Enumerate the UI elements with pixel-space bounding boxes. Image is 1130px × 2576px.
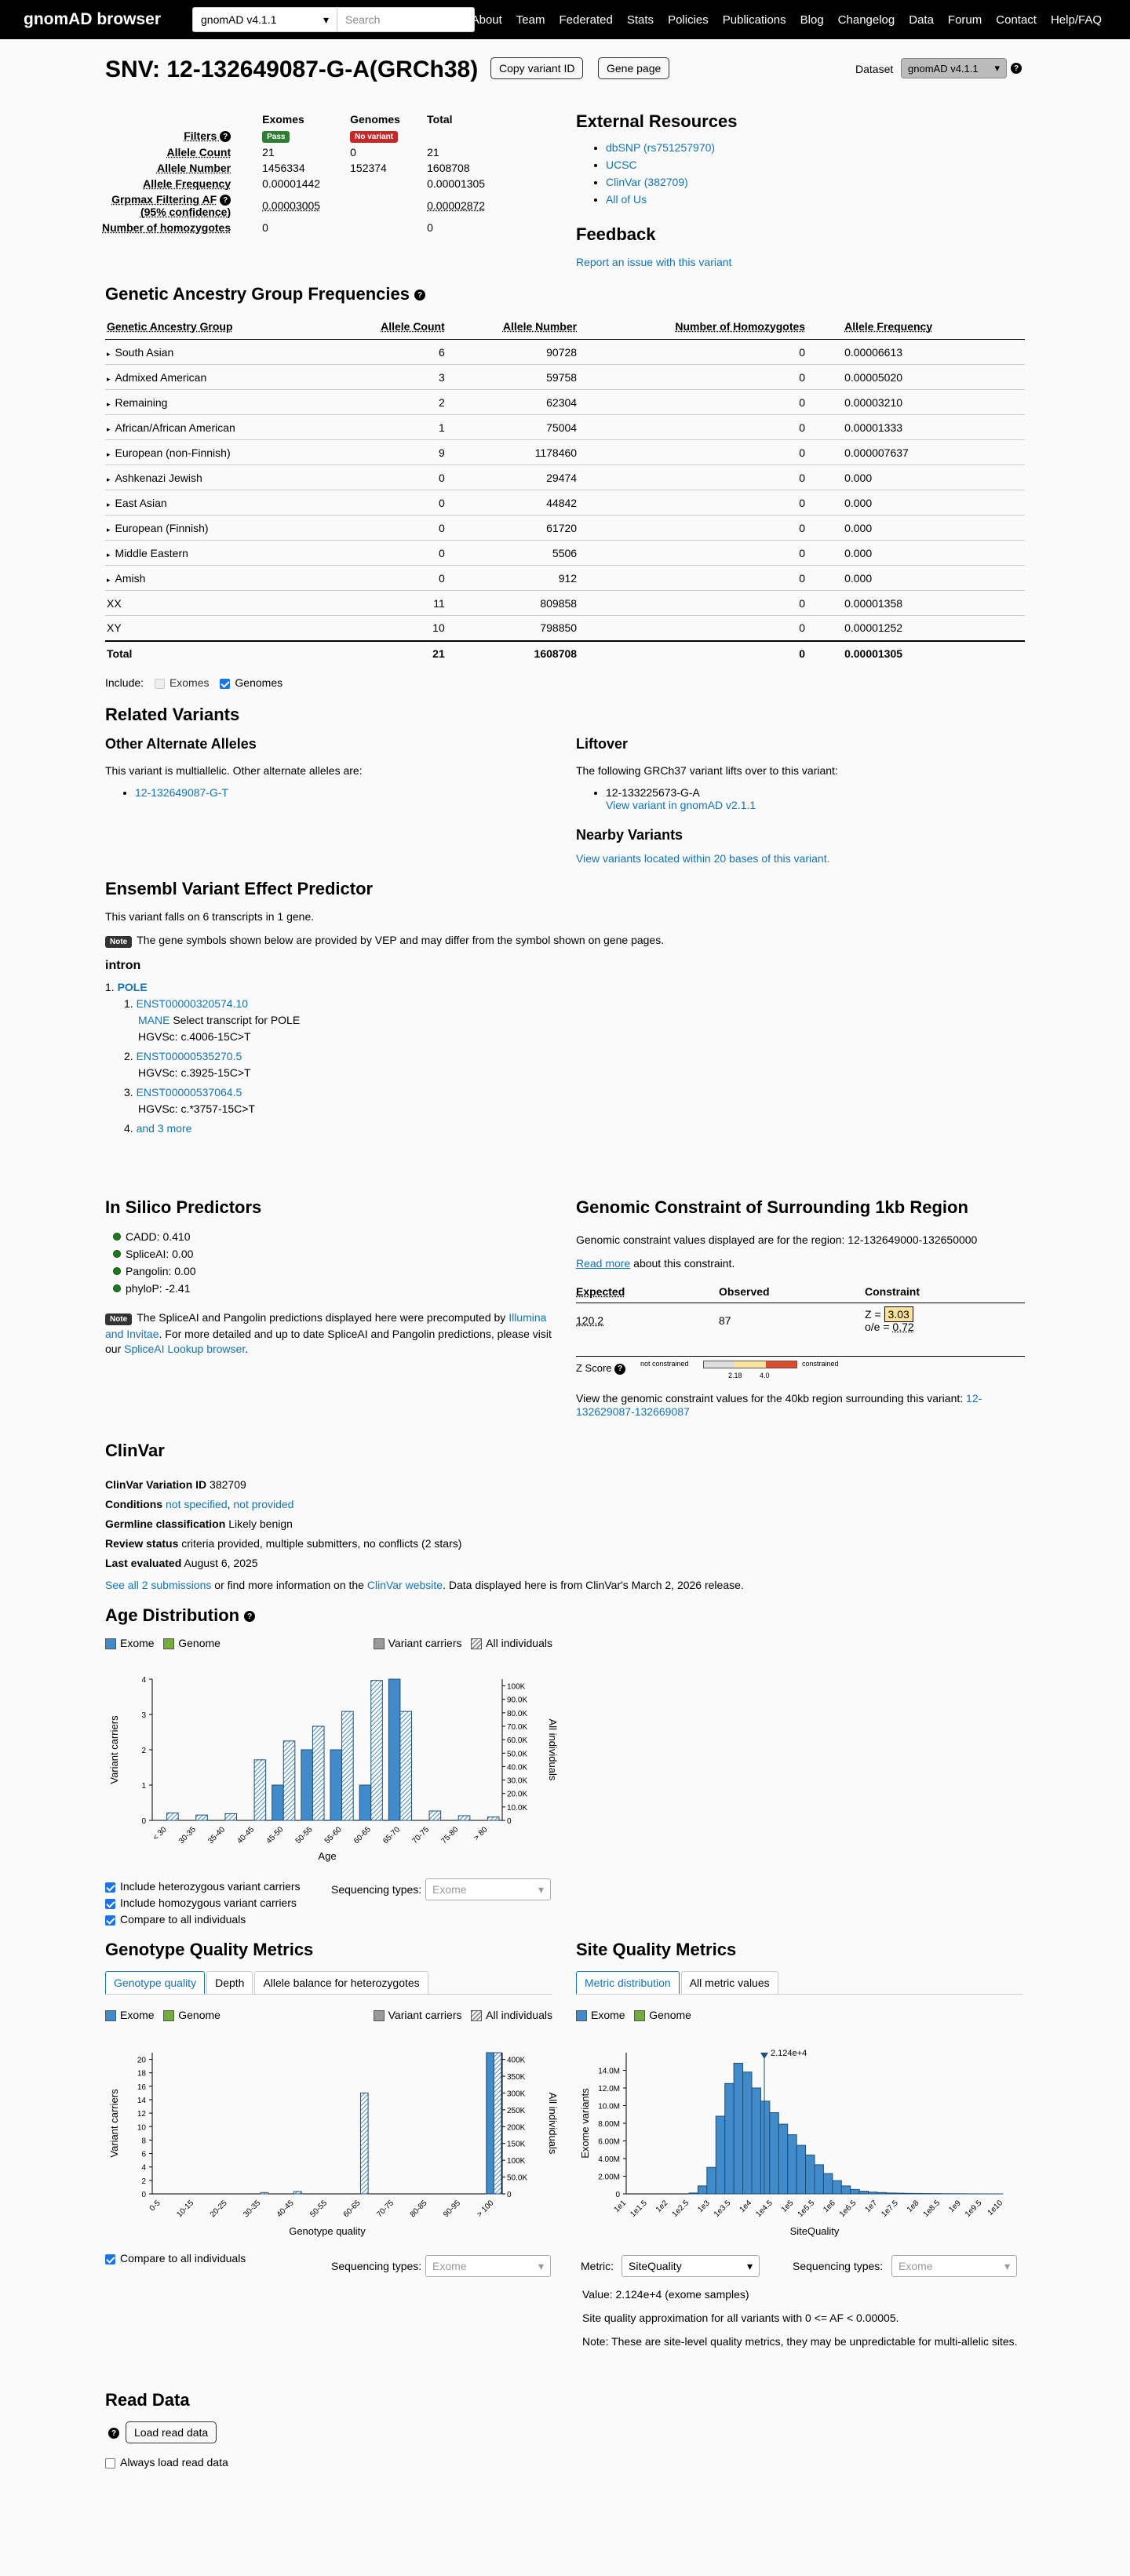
histogram-bar <box>841 2186 850 2194</box>
x-tick-label: < 30 <box>151 1825 169 1843</box>
chevron-right-icon: ▸ <box>107 450 111 458</box>
liftover-text: The following GRCh37 variant lifts over to this variant: <box>576 764 838 777</box>
y2-tick-label: 80.0K <box>507 1709 528 1718</box>
y-tick-label: 20 <box>137 2056 146 2065</box>
vep-title: Ensembl Variant Effect Predictor <box>105 879 374 898</box>
ancestry-title: Genetic Ancestry Group Frequencies ? <box>105 284 425 304</box>
histogram-bar <box>734 2064 742 2195</box>
nav-link[interactable]: Publications <box>722 13 786 27</box>
freq-row: Grpmax Filtering AF ? (95% confidence) 0.00003005 0.00002872 <box>111 193 486 219</box>
in-silico-title: In Silico Predictors <box>105 1197 262 1217</box>
in-silico-note: Note The SpliceAI and Pangolin predictions displayed here were precomputed by Illumina and Invitae. For more detailed and up to date SpliceAI and Pangolin predictions, please visit our SpliceAI Lookup browser. <box>105 1311 552 1355</box>
y2-tick-label: 30.0K <box>507 1776 528 1786</box>
marker-label: 2.124e+4 <box>771 2049 807 2058</box>
clinvar-title: ClinVar <box>105 1441 165 1460</box>
y2-tick-label: 20.0K <box>507 1790 528 1799</box>
x-tick-label: 60-65 <box>352 1825 373 1846</box>
y-tick-label: 18 <box>137 2069 146 2079</box>
feedback-title: Feedback <box>576 224 656 244</box>
y-axis-label: Variant carriers <box>108 1715 120 1784</box>
x-tick-label: 90-95 <box>442 2199 463 2220</box>
x-tick-label: 1e10 <box>986 2199 1005 2217</box>
constraint-title: Genomic Constraint of Surrounding 1kb Region <box>576 1197 968 1217</box>
exomes-checkbox[interactable] <box>155 679 165 689</box>
nav-link[interactable]: Contact <box>996 13 1037 27</box>
dataset-dropdown[interactable]: gnomAD v4.1.1 ▾ <box>901 58 1007 78</box>
x-tick-label: 1e4.5 <box>754 2199 775 2219</box>
external-links <box>576 141 890 210</box>
y-tick-label: 14.0M <box>598 2067 620 2076</box>
gq-title: Genotype Quality Metrics <box>105 1940 314 1959</box>
ancestry-table <box>105 314 1025 666</box>
table-row[interactable]: ▸ Ashkenazi Jewish 0 29474 0 0.000 <box>105 465 1025 490</box>
bar-all-individuals <box>294 2192 302 2194</box>
in-silico-list <box>105 1230 196 1299</box>
y-axis-label: Variant carriers <box>108 2089 120 2158</box>
y-tick-label: 16 <box>137 2082 146 2092</box>
x-tick-label: 1e2 <box>654 2199 670 2214</box>
nearby-link[interactable]: View variants located within 20 bases of this variant. <box>576 852 830 865</box>
bar-carriers <box>487 2053 494 2194</box>
compare-checkbox[interactable] <box>105 1915 115 1926</box>
liftover-link[interactable]: View variant in gnomAD v2.1.1 <box>606 799 756 811</box>
histogram-bar <box>743 2072 752 2194</box>
external-link[interactable]: UCSC <box>606 158 637 171</box>
table-row[interactable]: ▸ South Asian 6 90728 0 0.00006613 <box>105 340 1025 365</box>
bar-all-individuals <box>283 1741 295 1820</box>
dataset-label: Dataset <box>855 63 894 75</box>
bar-carriers <box>388 1679 400 1820</box>
x-tick-label: 45-50 <box>264 1825 286 1846</box>
metric-select[interactable]: SiteQuality ▾ <box>622 2255 760 2277</box>
x-tick-label: 30-35 <box>177 1825 198 1846</box>
column-header[interactable]: Allele Number <box>447 314 578 340</box>
age-legend: Exome Genome Variant carriers All individuals <box>105 1637 552 1649</box>
x-tick-label: 35-40 <box>206 1825 228 1846</box>
bar-all-individuals <box>167 1813 179 1820</box>
histogram-bar <box>859 2192 868 2194</box>
table-row[interactable]: ▸ European (non-Finnish) 9 1178460 0 0.000007637 <box>105 440 1025 465</box>
histogram-bar <box>698 2186 706 2194</box>
sq-note: Note: These are site-level quality metrics, they may be unpredictable for multi-allelic sites. <box>582 2335 1018 2348</box>
column-header[interactable]: Allele Frequency <box>807 314 1025 340</box>
y-tick-label: 2.00M <box>598 2173 620 2182</box>
chevron-right-icon: ▸ <box>107 424 111 433</box>
y2-tick-label: 150K <box>507 2140 526 2149</box>
y2-tick-label: 350K <box>507 2073 526 2082</box>
sq-value: Value: 2.124e+4 (exome samples) <box>582 2288 749 2301</box>
y2-tick-label: 10.0K <box>507 1803 528 1813</box>
external-resources-title: External Resources <box>576 111 738 131</box>
tab[interactable]: Depth <box>206 1971 253 1994</box>
y2-tick-label: 0 <box>507 2191 512 2199</box>
chevron-right-icon: ▸ <box>107 349 111 358</box>
age-distribution-chart <box>105 1663 560 1867</box>
y-tick-label: 12.0M <box>598 2085 620 2093</box>
x-axis-label: Genotype quality <box>289 2225 366 2237</box>
external-link[interactable]: dbSNP (rs751257970) <box>606 141 716 154</box>
y2-tick-label: 40.0K <box>507 1763 528 1773</box>
top-nav <box>0 0 1130 39</box>
nav-link[interactable]: Data <box>909 13 934 27</box>
x-tick-label: 20-25 <box>208 2199 229 2220</box>
x-axis-label: Age <box>318 1850 337 1862</box>
x-axis-label: SiteQuality <box>789 2225 840 2237</box>
load-read-data-button[interactable]: Load read data <box>126 2421 217 2443</box>
other-allele-link[interactable]: 12-132649087-G-T <box>135 786 229 799</box>
list-item: 3. ENST00000537064.5 HGVSc: c.*3757-15C>T <box>124 1086 256 1115</box>
gq-tabs <box>105 1971 552 1995</box>
bar-all-individuals <box>429 1811 441 1820</box>
table-row: Total 21 1608708 0 0.00001305 <box>105 641 1025 666</box>
brand-logo[interactable]: gnomAD browser <box>24 10 162 28</box>
x-tick-label: 1e5.5 <box>796 2199 817 2219</box>
x-tick-label: 1e3.5 <box>712 2199 733 2219</box>
x-tick-label: 1e4 <box>738 2199 754 2214</box>
bar-carriers <box>272 1785 284 1820</box>
chevron-right-icon: ▸ <box>107 500 111 508</box>
constraint-40kb: View the genomic constraint values for the 40kb region surrounding this variant: 12-132629087-132669087 <box>576 1392 982 1418</box>
histogram-bar <box>796 2145 805 2194</box>
clinvar-details: ClinVar Variation ID 382709 Conditions not specified, not provided Germline classification Likely benign Review status criteria provided, multiple submitters, no conflicts (2 stars) Last evaluated August 6, 2025 <box>105 1478 462 1569</box>
genotype-quality-chart <box>105 2037 560 2241</box>
het-checkbox[interactable] <box>105 1882 115 1893</box>
external-link[interactable]: ClinVar (382709) <box>606 176 688 188</box>
nav-link[interactable]: Federated <box>559 13 613 27</box>
table-row[interactable]: ▸ European (Finnish) 0 61720 0 0.000 <box>105 516 1025 541</box>
x-tick-label: 1e6 <box>822 2199 837 2214</box>
y-tick-label: 8 <box>141 2137 146 2146</box>
freq-row: Allele Count 21 0 21 <box>166 146 439 158</box>
x-tick-label: 30-35 <box>242 2199 263 2220</box>
sq-title: Site Quality Metrics <box>576 1940 737 1959</box>
y2-tick-label: 0 <box>507 1817 512 1826</box>
nav-link[interactable]: About <box>471 13 502 27</box>
y2-axis-label: All individuals <box>547 1718 559 1781</box>
histogram-bar <box>752 2088 760 2194</box>
gene-page-button[interactable]: Gene page <box>598 57 669 79</box>
dataset-selector[interactable]: gnomAD v4.1.1 ▾ <box>192 7 337 32</box>
histogram-bar <box>869 2192 877 2194</box>
related-variants-title: Related Variants <box>105 705 240 724</box>
x-tick-label: 70-75 <box>375 2199 396 2220</box>
column-header[interactable]: Number of Homozygotes <box>578 314 807 340</box>
y-tick-label: 4 <box>141 2163 146 2173</box>
y-tick-label: 0 <box>615 2191 620 2199</box>
y2-tick-label: 70.0K <box>507 1723 528 1732</box>
histogram-bar <box>823 2173 832 2194</box>
consequence-title: intron <box>105 959 141 972</box>
table-row[interactable]: ▸ East Asian 0 44842 0 0.000 <box>105 490 1025 516</box>
histogram-bar <box>760 2101 769 2194</box>
clinvar-footer: See all 2 submissions or find more information on the ClinVar website. Data displayed here is from ClinVar's March 2, 2026 release. <box>105 1579 744 1591</box>
table-row: XY 10 798850 0 0.00001252 <box>105 616 1025 641</box>
report-issue-link[interactable]: Report an issue with this variant <box>576 256 732 268</box>
x-tick-label: 1e2.5 <box>670 2199 691 2219</box>
y2-axis-label: All individuals <box>547 2092 559 2155</box>
x-tick-label: 1e8.5 <box>921 2199 942 2219</box>
hom-checkbox[interactable] <box>105 1899 115 1909</box>
chevron-right-icon: ▸ <box>107 475 111 483</box>
y-tick-label: 10 <box>137 2123 146 2133</box>
x-tick-label: 55-60 <box>323 1825 344 1846</box>
histogram-bar <box>716 2116 724 2194</box>
x-tick-label: 10-15 <box>175 2199 196 2220</box>
nav-link[interactable]: Team <box>516 13 545 27</box>
bar-all-individuals <box>360 2093 368 2194</box>
y2-tick-label: 250K <box>507 2106 526 2115</box>
x-tick-label: 60-65 <box>341 2199 363 2220</box>
more-transcripts-link[interactable]: and 3 more <box>136 1122 192 1135</box>
genomes-checkbox[interactable] <box>220 679 230 689</box>
copy-variant-id-button[interactable]: Copy variant ID <box>490 57 583 79</box>
sq-legend: Exome Genome <box>576 2009 691 2021</box>
predictor-item: Pangolin: 0.00 <box>105 1265 196 1277</box>
y-tick-label: 0 <box>141 2191 146 2199</box>
x-tick-label: 80-85 <box>408 2199 429 2220</box>
y-tick-label: 2 <box>141 1747 146 1755</box>
table-row[interactable]: ▸ African/African American 1 75004 0 0.00001333 <box>105 415 1025 440</box>
x-tick-label: 1e7.5 <box>880 2199 900 2219</box>
tab[interactable]: Allele balance for heterozygotes <box>254 1971 428 1994</box>
bar-all-individuals <box>494 2053 501 2194</box>
chevron-down-icon: ▾ <box>323 13 330 26</box>
chevron-right-icon: ▸ <box>107 399 111 408</box>
histogram-bar <box>725 2083 734 2194</box>
y-tick-label: 6 <box>141 2150 146 2159</box>
age-title: Age Distribution ? <box>105 1605 255 1626</box>
predictor-item: CADD: 0.410 <box>105 1230 196 1243</box>
gq-legend: Exome Genome Variant carriers All individuals <box>105 2009 552 2021</box>
always-load-checkbox[interactable] <box>105 2458 115 2469</box>
tab[interactable]: Metric distribution <box>576 1971 680 1994</box>
help-icon: ? <box>220 131 231 142</box>
table-row[interactable]: ▸ Amish 0 912 0 0.000 <box>105 566 1025 591</box>
freq-row: Number of homozygotes 0 0 <box>102 221 433 235</box>
x-tick-label: > 100 <box>475 2199 496 2220</box>
y2-tick-label: 400K <box>507 2056 526 2065</box>
y2-tick-label: 100K <box>507 2157 526 2166</box>
chevron-right-icon: ▸ <box>107 525 111 534</box>
x-tick-label: 1e8 <box>905 2199 921 2214</box>
list-item: 2. ENST00000535270.5 HGVSc: c.3925-15C>T <box>124 1050 251 1079</box>
column-header[interactable]: Genetic Ancestry Group <box>105 314 331 340</box>
x-tick-label: 40-45 <box>235 1825 257 1846</box>
x-tick-label: 50-55 <box>308 2199 330 2220</box>
y-tick-label: 4.00M <box>598 2155 620 2164</box>
table-row[interactable]: ▸ Middle Eastern 0 5506 0 0.000 <box>105 541 1025 566</box>
x-tick-label: 1e5 <box>779 2199 796 2214</box>
vep-note: Note The gene symbols shown below are provided by VEP and may differ from the symbol shown on gene pages. <box>105 934 664 946</box>
y2-tick-label: 300K <box>507 2090 526 2099</box>
z-score-legend: Z Score ? <box>576 1362 625 1375</box>
list-item: 1. ENST00000320574.10 MANE Select transcript for POLE HGVSc: c.4006-15C>T <box>124 997 301 1043</box>
nav-link[interactable]: Policies <box>668 13 709 27</box>
nav-link[interactable]: Help/FAQ <box>1050 13 1102 27</box>
histogram-bar <box>886 2193 895 2194</box>
table-row[interactable]: ▸ Remaining 2 62304 0 0.00003210 <box>105 390 1025 415</box>
y2-tick-label: 50.0K <box>507 2173 528 2183</box>
z-score-scale <box>703 1361 797 1368</box>
nearby-title: Nearby Variants <box>576 827 683 843</box>
x-tick-label: 1e1 <box>612 2199 629 2214</box>
age-options: Include heterozygous variant carriers Include homozygous variant carriers Compare to all individuals <box>105 1878 301 1928</box>
y-tick-label: 1 <box>141 1782 146 1791</box>
histogram-bar <box>770 2113 778 2195</box>
nav-link[interactable]: Forum <box>947 13 982 27</box>
bar-all-individuals <box>254 1760 266 1820</box>
marker-arrow-icon <box>760 2053 768 2059</box>
liftover-title: Liftover <box>576 736 629 752</box>
bar-carriers <box>359 1785 371 1820</box>
histogram-bar <box>904 2193 913 2194</box>
help-icon: ? <box>220 195 231 206</box>
bar-all-individuals <box>342 1711 354 1820</box>
chevron-right-icon: ▸ <box>107 550 111 559</box>
histogram-bar <box>833 2181 841 2194</box>
constraint-table: Expected Observed Constraint 120.2 87 Z = 3.03 o/e = 0.72 <box>576 1285 1025 1333</box>
search-input[interactable]: Search <box>337 7 475 32</box>
chevron-right-icon: ▸ <box>107 374 111 383</box>
x-tick-label: 1e6.5 <box>837 2199 858 2219</box>
sq-seq-select[interactable]: Exome ▾ <box>891 2255 1017 2277</box>
x-tick-label: 1e9.5 <box>963 2199 984 2219</box>
site-quality-chart <box>576 2037 1031 2241</box>
x-tick-label: 0-5 <box>148 2199 162 2213</box>
histogram-bar <box>806 2155 815 2195</box>
y2-tick-label: 50.0K <box>507 1750 528 1759</box>
x-tick-label: 1e9 <box>947 2199 963 2214</box>
histogram-bar <box>689 2193 698 2194</box>
column-header[interactable]: Allele Count <box>331 314 447 340</box>
bar-all-individuals <box>225 1813 237 1820</box>
y-tick-label: 6.00M <box>598 2137 620 2147</box>
gene-link[interactable]: POLE <box>117 981 148 993</box>
freq-row: Allele Frequency 0.00001442 0.00001305 <box>143 177 486 190</box>
bar-all-individuals <box>196 1815 208 1820</box>
bar-all-individuals <box>261 2192 268 2194</box>
nav-links <box>472 0 1102 39</box>
help-icon[interactable]: ? <box>108 2428 119 2439</box>
table-row[interactable]: ▸ Admixed American 3 59758 0 0.00005020 <box>105 365 1025 390</box>
no-variant-badge: No variant <box>350 131 398 143</box>
histogram-bar <box>895 2193 904 2194</box>
y2-tick-label: 200K <box>507 2123 526 2133</box>
y-tick-label: 12 <box>137 2110 146 2119</box>
x-tick-label: > 80 <box>472 1825 490 1843</box>
x-tick-label: 65-70 <box>381 1825 403 1846</box>
x-tick-label: 70-75 <box>410 1825 432 1846</box>
page-title: SNV: 12-132649087-G-A(GRCh38) <box>105 56 479 82</box>
gq-seq-select[interactable]: Exome ▾ <box>425 2255 551 2277</box>
gq-compare-checkbox[interactable] <box>105 2254 115 2264</box>
sq-approx: Site quality approximation for all variants with 0 <= AF < 0.00005. <box>582 2312 899 2324</box>
transcript-list: 1. POLE 1. ENST00000320574.10 MANE Select transcript for POLE HGVSc: c.4006-15C>T 2. ENST00000535270.5 HGVSc: c.3925-15C>T 3. ENST00000537064.5 HGVSc: c.*3757-15C>T 4. and 3 more <box>105 979 498 1137</box>
bar-all-individuals <box>458 1816 470 1820</box>
include-filters: Include: Exomes Genomes <box>105 676 283 689</box>
histogram-bar <box>913 2193 922 2194</box>
predictor-item: phyloP: -2.41 <box>105 1282 196 1295</box>
bar-all-individuals <box>400 1711 412 1820</box>
sq-tabs <box>576 1971 1023 1995</box>
help-icon[interactable]: ? <box>1011 63 1022 74</box>
x-tick-label: 50-55 <box>293 1825 315 1846</box>
y-tick-label: 2 <box>141 2177 146 2186</box>
y-tick-label: 0 <box>141 1817 146 1826</box>
histogram-bar <box>815 2165 823 2194</box>
other-alleles-title: Other Alternate Alleles <box>105 736 257 752</box>
read-data-title: Read Data <box>105 2390 190 2410</box>
x-tick-label: 40-45 <box>275 2199 296 2220</box>
x-tick-label: 1e3 <box>696 2199 712 2214</box>
chevron-right-icon: ▸ <box>107 575 111 584</box>
nav-link[interactable]: Stats <box>626 13 654 27</box>
tab[interactable]: Genotype quality <box>105 1971 205 1994</box>
predictor-item: SpliceAI: 0.00 <box>105 1248 196 1260</box>
vep-text: This variant falls on 6 transcripts in 1 gene. <box>105 910 315 923</box>
table-row: XX 11 809858 0 0.00001358 <box>105 591 1025 616</box>
x-tick-label: 75-80 <box>439 1825 461 1846</box>
bar-carriers <box>330 1750 342 1820</box>
bar-carriers <box>301 1750 313 1820</box>
y2-tick-label: 100K <box>507 1682 526 1692</box>
constraint-text: Genomic constraint values displayed are for the region: 12-132649000-132650000 <box>576 1233 978 1246</box>
pass-badge: Pass <box>262 131 290 143</box>
histogram-bar <box>851 2189 859 2194</box>
freq-row: Allele Number 1456334 152374 1608708 <box>156 162 470 174</box>
nav-link[interactable]: Changelog <box>837 13 895 27</box>
nav-link[interactable]: Blog <box>800 13 824 27</box>
y-tick-label: 10.0M <box>598 2102 620 2111</box>
other-alleles-text: This variant is multiallelic. Other alternate alleles are: <box>105 764 363 777</box>
histogram-bar <box>788 2135 796 2194</box>
read-more: Read more about this constraint. <box>576 1257 735 1270</box>
frequency-table: Exomes Genomes Total Filters ? Pass No variant Allele Count 21 0 21 Allele Number 1456334 152374 1608708 Allele Frequency 0.00001442 0.00001305 Grpmax Filtering AF ? (95% confidence) 0.00003005 0.00002872 Number of homozygotes 0 0 <box>97 111 490 235</box>
bar-all-individuals <box>371 1681 383 1820</box>
x-tick-label: 1e7 <box>863 2199 880 2214</box>
histogram-bar <box>778 2124 787 2194</box>
age-seq-select[interactable]: Exome ▾ <box>425 1878 551 1900</box>
x-tick-label: 1e1.5 <box>629 2199 649 2219</box>
y2-tick-label: 60.0K <box>507 1736 528 1746</box>
tab[interactable]: All metric values <box>681 1971 778 1994</box>
external-link[interactable]: All of Us <box>606 193 647 206</box>
y2-tick-label: 90.0K <box>507 1696 528 1705</box>
bar-all-individuals <box>487 1817 499 1820</box>
histogram-bar <box>707 2167 716 2194</box>
y-tick-label: 4 <box>141 1676 146 1685</box>
y-tick-label: 3 <box>141 1711 146 1720</box>
y-tick-label: 14 <box>137 2097 146 2105</box>
bar-all-individuals <box>312 1726 324 1820</box>
histogram-bar <box>877 2192 886 2194</box>
y-tick-label: 8.00M <box>598 2120 620 2129</box>
y-axis-label: Exome variants <box>579 2088 591 2159</box>
